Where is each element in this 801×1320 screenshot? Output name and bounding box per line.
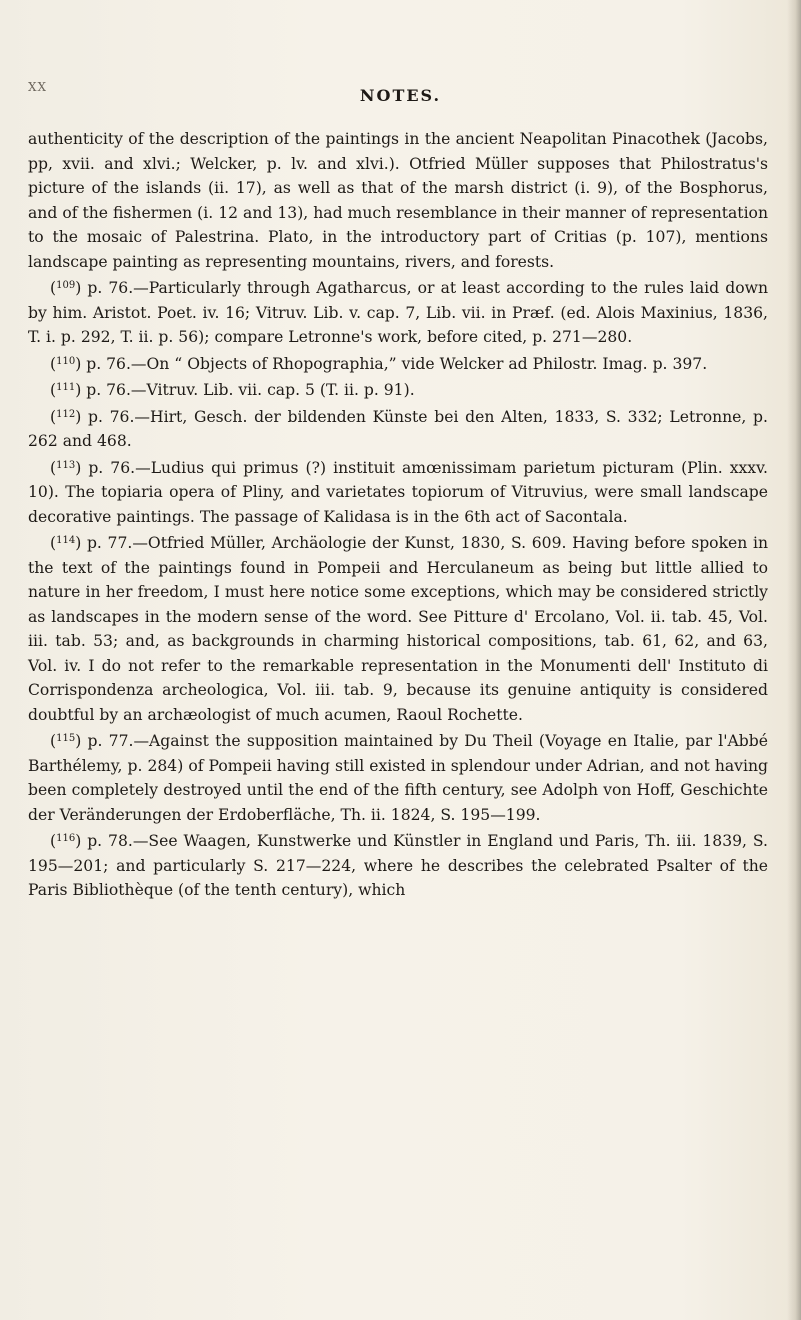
page-number: XX — [28, 80, 48, 94]
note-paragraph: ($^{115}$) p. 77.—Against the supposition maintained by Du Theil (Voyage en Italie, par l'Abbé Barthélemy, p. 284) of Pompeii having still existed in splendour under Adrian, and not having been completely destroyed until the end of the fifth century, see Adolph von Hoff, Geschichte der Veränderungen der Erdoberfläche, Th. ii. 1824, S. 195—199. — [28, 732, 768, 824]
note-paragraph: ($^{116}$) p. 78.—See Waagen, Kunstwerke und Künstler in England und Paris, Th. iii. 1839, S. 195—201; and particularly S. 217—224, where he describes the celebrated Psalter of the Paris Bibliothèque (of the tenth century), which — [28, 832, 768, 899]
note-paragraph: ($^{111}$) p. 76.—Vitruv. Lib. vii. cap. 5 (T. ii. p. 91). — [50, 381, 415, 399]
note-text: p. 77.—Against the supposition maintained by Du Theil (Voyage en Italie, par l'Abbé Barthélemy, p. 284) of Pompeii having still existed in splendour under Adrian, and not having been completely destroyed until the end of the fifth century, see Adolph von Hoff, Geschichte der Veränderungen der Erdoberfläche, Th. ii. 1824, S. 195—199. — [28, 732, 768, 824]
page-header — [0, 80, 801, 106]
note-text: p. 76.—On “ Objects of Rhopographia,” vide Welcker ad Philostr. Imag. p. 397. — [86, 354, 708, 373]
note-text: p. 76.—Vitruv. Lib. vii. cap. 5 (T. ii. p. 91). — [86, 381, 415, 399]
note-paragraph: ($^{112}$) p. 76.—Hirt, Gesch. der bildenden Künste bei den Alten, 1833, S. 332; Letronne, p. 262 and 468. — [28, 407, 768, 450]
notes-body — [28, 127, 768, 903]
note-number: 115 — [56, 733, 76, 744]
note-text: authenticity of the description of the paintings in the ancient Neapolitan Pinacothek (Jacobs, pp, xvii. and xlvi.; Welcker, p. lv. and xlvi.). Otfried Müller supposes that Philostratus's picture of the islands (ii. 17), as well as that of the marsh district (i. 9), of the Bosphorus, and of the fishermen (i. 12 and 13), had much resemblance in their manner of representation to the mosaic of Palestrina. Plato, in the introductory part of Critias (p. 107), mentions landscape painting as representing mountains, rivers, and forests. — [28, 130, 768, 271]
note-paragraph: ($^{109}$) p. 76.—Particularly through Agatharcus, or at least according to the rules laid down by him. Aristot. Poet. iv. 16; Vitruv. Lib. v. cap. 7, Lib. vii. in Præf. (ed. Alois Maxinius, 1836, T. i. p. 292, T. ii. p. 56); compare Letronne's work, before cited, p. 271—280. — [28, 279, 768, 346]
note-number: 113 — [56, 459, 76, 471]
note-text: p. 76.—Ludius qui primus (?) instituit amœnissimam parietum picturam (Plin. xxxv. 10). The topiaria opera of Pliny, and varietates topiorum of Vitruvius, were small landscape decorative paintings. The passage of Kalidasa is in the 6th act of Sacontala. — [28, 458, 768, 526]
note-number: 111 — [56, 382, 76, 393]
note-paragraph: ($^{114}$) p. 77.—Otfried Müller, Archäologie der Kunst, 1830, S. 609. Having before spoken in the text of the paintings found in Pompeii and Herculaneum as being but little allied to nature in her freedom, I must here notice some exceptions, which may be considered strictly as landscapes in the modern sense of the word. See Pitture d' Ercolano, Vol. ii. tab. 45, Vol. iii. tab. 53; and, as backgrounds in charming historical compositions, tab. 61, 62, and 63, Vol. iv. I do not refer to the remarkable representation in the Monumenti dell' Instituto di Corrispondenza archeologica, Vol. iii. tab. 9, because its genuine antiquity is considered doubtful by an archæologist of much acumen, Raoul Rochette. — [28, 534, 768, 724]
note-number: 109 — [56, 280, 76, 291]
note-text: p. 76.—Particularly through Agatharcus, or at least according to the rules laid down by him. Aristot. Poet. iv. 16; Vitruv. Lib. v. cap. 7, Lib. vii. in Præf. (ed. Alois Maxinius, 1836, T. i. p. 292, T. ii. p. 56); compare Letronne's work, before cited, p. 271—280. — [28, 279, 768, 346]
note-number: 116 — [56, 833, 76, 844]
note-text: p. 78.—See Waagen, Kunstwerke und Künstler in England und Paris, Th. iii. 1839, S. 195—201; and particularly S. 217—224, where he describes the celebrated Psalter of the Paris Bibliothèque (of the tenth century), which — [28, 832, 768, 899]
note-number: 110 — [56, 355, 76, 367]
note-paragraph — [28, 127, 768, 274]
running-title: NOTES. — [359, 86, 442, 105]
note-number: 112 — [56, 408, 76, 420]
note-paragraph: ($^{110}$) p. 76.—On “ Objects of Rhopographia,” vide Welcker ad Philostr. Imag. p. 397. — [50, 354, 708, 373]
note-text: p. 77.—Otfried Müller, Archäologie der Kunst, 1830, S. 609. Having before spoken in the text of the paintings found in Pompeii and Herculaneum as being but little allied to nature in her freedom, I must here notice some exceptions, which may be considered strictly as landscapes in the modern sense of the word. See Pitture d' Ercolano, Vol. ii. tab. 45, Vol. iii. tab. 53; and, as backgrounds in charming historical compositions, tab. 61, 62, and 63, Vol. iv. I do not refer to the remarkable representation in the Monumenti dell' Instituto di Corrispondenza archeologica, Vol. iii. tab. 9, because its genuine antiquity is considered doubtful by an archæologist of much acumen, Raoul Rochette. — [28, 534, 768, 724]
note-text: p. 76.—Hirt, Gesch. der bildenden Künste bei den Alten, 1833, S. 332; Letronne, p. 262 and 468. — [28, 407, 768, 450]
note-paragraph: ($^{113}$) p. 76.—Ludius qui primus (?) instituit amœnissimam parietum picturam (Plin. xxxv. 10). The topiaria opera of Pliny, and varietates topiorum of Vitruvius, were small landscape decorative paintings. The passage of Kalidasa is in the 6th act of Sacontala. — [28, 458, 768, 526]
page-edge-shadow — [787, 0, 801, 1320]
note-number: 114 — [56, 535, 76, 546]
